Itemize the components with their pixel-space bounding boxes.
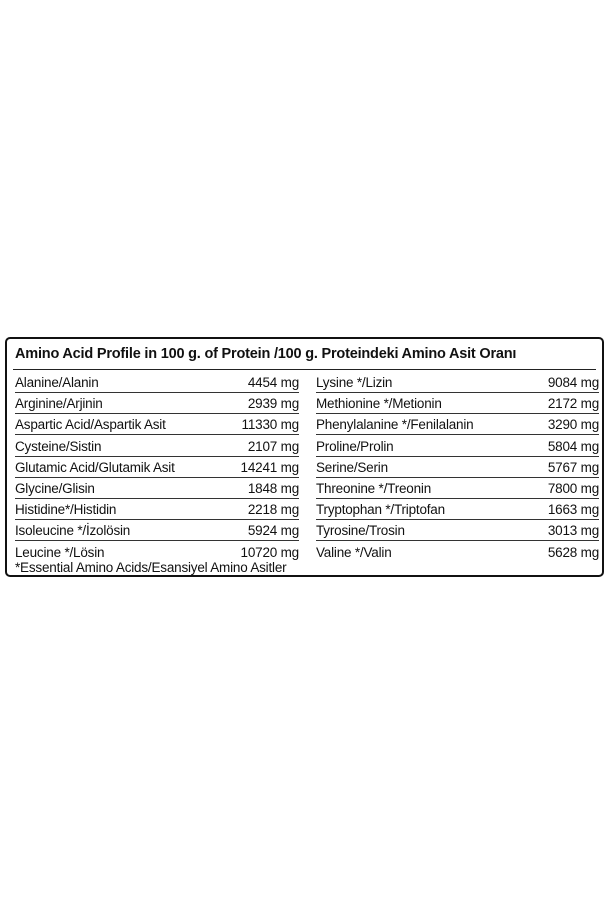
amino-acid-name: Tyrosine/Trosin [316, 523, 405, 539]
row-divider [15, 413, 299, 414]
amino-acid-name: Leucine */Lösin [15, 544, 105, 560]
amino-acid-value: 10720 mg [240, 544, 299, 560]
table-row [15, 479, 299, 499]
row-divider [316, 477, 599, 478]
row-divider [15, 456, 299, 457]
amino-acid-name: Methionine */Metionin [316, 396, 442, 412]
amino-acid-name: Alanine/Alanin [15, 375, 99, 390]
row-divider [316, 519, 599, 520]
table-row [316, 394, 599, 414]
amino-acid-name: Lysine */Lizin [316, 375, 393, 390]
row-divider [316, 498, 599, 499]
amino-acid-name: Isoleucine */İzolösin [15, 523, 131, 539]
row-divider [15, 498, 299, 499]
amino-acid-value: 11330 mg [241, 417, 299, 433]
amino-acid-value: 2939 mg [247, 396, 299, 412]
amino-acid-name: Phenylalanine */Fenilalanin [316, 417, 474, 433]
row-divider [316, 456, 599, 457]
amino-acid-value: 3290 mg [547, 417, 599, 433]
table-row [316, 500, 599, 520]
table-row [316, 373, 599, 393]
table-row [15, 373, 299, 393]
amino-acid-value: 2218 mg [247, 502, 299, 518]
amino-acid-value: 3013 mg [547, 523, 599, 539]
table-row [15, 394, 299, 414]
table-title: Amino Acid Profile in 100 g. of Protein /100 g. Proteindeki Amino Asit Oranı [15, 346, 517, 362]
amino-acid-value: 14241 mg [240, 459, 299, 475]
amino-acid-value: 1848 mg [247, 480, 299, 496]
table-row [316, 437, 599, 457]
amino-acid-name: Threonine */Treonin [316, 480, 432, 496]
right-column [316, 373, 599, 564]
amino-acid-name: Arginine/Arjinin [15, 396, 103, 412]
amino-acid-value: 5804 mg [547, 438, 599, 454]
footnote: *Essential Amino Acids/Esansiyel Amino Asitler [15, 560, 287, 575]
table-row [15, 521, 299, 541]
amino-acid-name: Histidine*/Histidin [15, 502, 117, 518]
left-column [15, 373, 299, 564]
amino-acid-name: Proline/Prolin [316, 438, 394, 454]
row-divider [316, 392, 599, 393]
amino-acid-name: Glycine/Glisin [15, 480, 95, 496]
table-row [316, 521, 599, 541]
amino-acid-value: 7800 mg [547, 480, 599, 496]
amino-acid-name: Glutamic Acid/Glutamik Asit [15, 459, 175, 475]
amino-acid-value: 5924 mg [247, 523, 299, 539]
amino-acid-value: 1663 mg [547, 502, 599, 518]
table-row [15, 437, 299, 457]
row-divider [316, 413, 599, 414]
amino-acid-value: 4454 mg [247, 375, 299, 390]
amino-acid-name: Serine/Serin [316, 459, 388, 475]
amino-acid-value: 2107 mg [247, 438, 299, 454]
amino-acid-name: Aspartic Acid/Aspartik Asit [15, 417, 166, 433]
amino-acid-name: Cysteine/Sistin [15, 438, 102, 454]
table-row [316, 415, 599, 435]
amino-acid-value: 9084 mg [547, 375, 599, 390]
table-row [15, 415, 299, 435]
amino-acid-table [5, 337, 604, 577]
amino-acid-value: 5628 mg [547, 544, 599, 560]
row-divider [316, 434, 599, 435]
row-divider [15, 434, 299, 435]
row-divider [15, 540, 299, 541]
amino-acid-value: 2172 mg [547, 396, 599, 412]
row-divider [15, 392, 299, 393]
table-row [15, 458, 299, 478]
row-divider [316, 540, 599, 541]
table-row [316, 458, 599, 478]
row-divider [15, 477, 299, 478]
table-row [316, 543, 599, 563]
amino-acid-name: Valine */Valin [316, 544, 392, 560]
table-row [316, 479, 599, 499]
amino-acid-name: Tryptophan */Triptofan [316, 502, 445, 518]
title-divider [13, 369, 596, 370]
row-divider [15, 519, 299, 520]
table-row [15, 500, 299, 520]
amino-acid-value: 5767 mg [547, 459, 599, 475]
